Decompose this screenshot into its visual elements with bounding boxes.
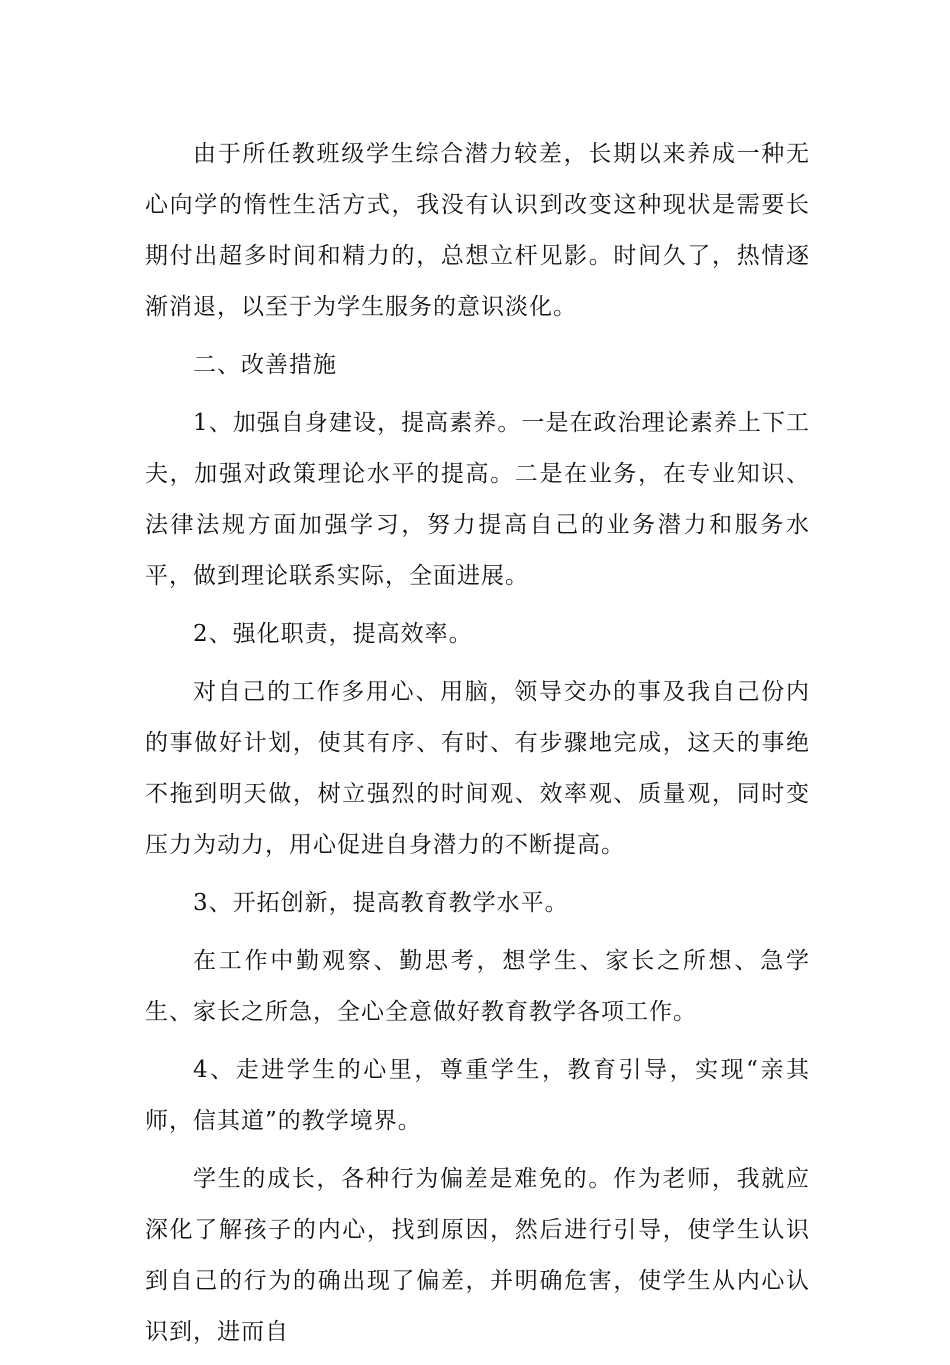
section-heading-improvement-measures: 二、改善措施 <box>193 352 337 378</box>
paragraph-1: 由于所任教班级学生综合潜力较差，长期以来养成一种无心向学的惰性生活方式，我没有认识到改变这种现状是需要长期付出超多时间和精力的，总想立杆见影。时间久了，热情逐渐消退，以至于为学生服务的意识淡化。 <box>145 141 810 320</box>
paragraph-item-1: 1、加强自身建设，提高素养。一是在政治理论素养上下工夫，加强对政策理论水平的提高。二是在业务，在专业知识、法律法规方面加强学习，努力提高自己的业务潜力和服务水平，做到理论联系实际，全面进展。 <box>145 410 810 589</box>
paragraph-item-3: 在工作中勤观察、勤思考，想学生、家长之所想、急学生、家长之所急，全心全意做好教育教学各项工作。 <box>145 948 810 1025</box>
document-body <box>145 129 810 1365</box>
item-heading-3: 3、开拓创新，提高教育教学水平。 <box>193 890 569 916</box>
paragraph-item-4: 学生的成长，各种行为偏差是难免的。作为老师，我就应深化了解孩子的内心，找到原因，然后进行引导，使学生认识到自己的行为的确出现了偏差，并明确危害，使学生从内心认识到，进而自 <box>145 1166 810 1345</box>
item-heading-4: 4、走进学生的心里，尊重学生，教育引导，实现“亲其师，信其道”的教学境界。 <box>145 1057 810 1134</box>
item-heading-2: 2、强化职责，提高效率。 <box>193 621 473 647</box>
paragraph-item-2: 对自己的工作多用心、用脑，领导交办的事及我自己份内的事做好计划，使其有序、有时、有步骤地完成，这天的事绝不拖到明天做，树立强烈的时间观、效率观、质量观，同时变压力为动力，用心促进自身潜力的不断提高。 <box>145 679 810 858</box>
